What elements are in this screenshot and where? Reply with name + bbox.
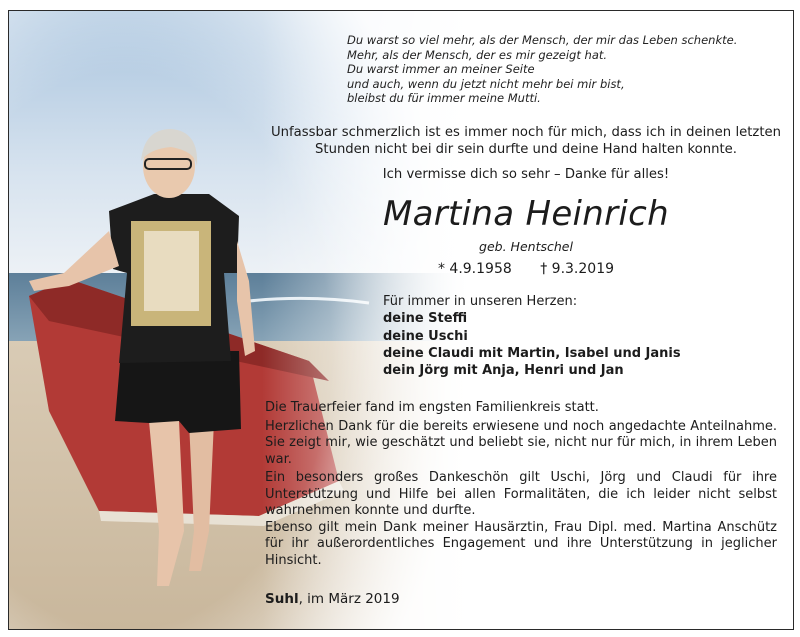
- family-member: deine Claudi mit Martin, Isabel und Janis: [383, 345, 681, 361]
- family-member: deine Uschi: [383, 328, 468, 344]
- paragraph: Ein besonders großes Dankeschön gilt Uschi, Jörg und Claudi für ihre Unterstützung und Hilfe bei allen Formalitäten, die ich leider nicht selbst wahrnehmen konnte und durfte.: [265, 470, 777, 518]
- place: Suhl: [265, 591, 299, 607]
- family-list: [383, 293, 681, 379]
- poem-line: Du warst immer an meiner Seite: [347, 62, 535, 77]
- poem-line: Mehr, als der Mensch, der es mir gezeigt hat.: [347, 47, 608, 62]
- obituary-card: [8, 10, 794, 630]
- intro-text: Unfassbar schmerzlich ist es immer noch für mich, dass ich in deinen letzten Stunden nicht bei dir sein durfte und deine Hand halten konnte.: [271, 125, 781, 157]
- paragraph: Die Trauerfeier fand im engsten Familienkreis statt.: [265, 400, 599, 415]
- signature-line: [265, 591, 400, 607]
- family-member: deine Steffi: [383, 311, 468, 327]
- date: , im März 2019: [298, 591, 400, 607]
- poem-line: und auch, wenn du jetzt nicht mehr bei mir bist,: [347, 76, 625, 91]
- family-member: dein Jörg mit Anja, Henri und Jan: [383, 363, 624, 379]
- birth-name: geb. Hentschel: [479, 239, 573, 254]
- family-heading: Für immer in unseren Herzen:: [383, 294, 578, 309]
- life-dates: [271, 261, 781, 277]
- birth-date: * 4.9.1958: [437, 261, 512, 277]
- deceased-name: Martina Heinrich: [382, 194, 670, 234]
- poem-line: bleibst du für immer meine Mutti.: [347, 91, 541, 106]
- poem: [347, 33, 737, 106]
- paragraph: Ebenso gilt mein Dank meiner Hausärztin, Frau Dipl. med. Martina Anschütz für ihr außerordentliches Engagement und ihre Unterstützung in jeglicher Hinsicht.: [265, 519, 777, 568]
- poem-line: Du warst so viel mehr, als der Mensch, der mir das Leben schenkte.: [347, 33, 738, 47]
- death-date: † 9.3.2019: [540, 261, 615, 277]
- paragraph: Herzlichen Dank für die bereits erwiesene und noch angedachte Anteilnahme. Sie zeigt mir, wie geschätzt und beliebt sie, nicht nur für mich, in ihrem Leben war.: [265, 418, 777, 467]
- text-column: [9, 11, 793, 629]
- body-text: [265, 400, 777, 569]
- miss-text: Ich vermisse dich so sehr – Danke für alles!: [382, 167, 670, 182]
